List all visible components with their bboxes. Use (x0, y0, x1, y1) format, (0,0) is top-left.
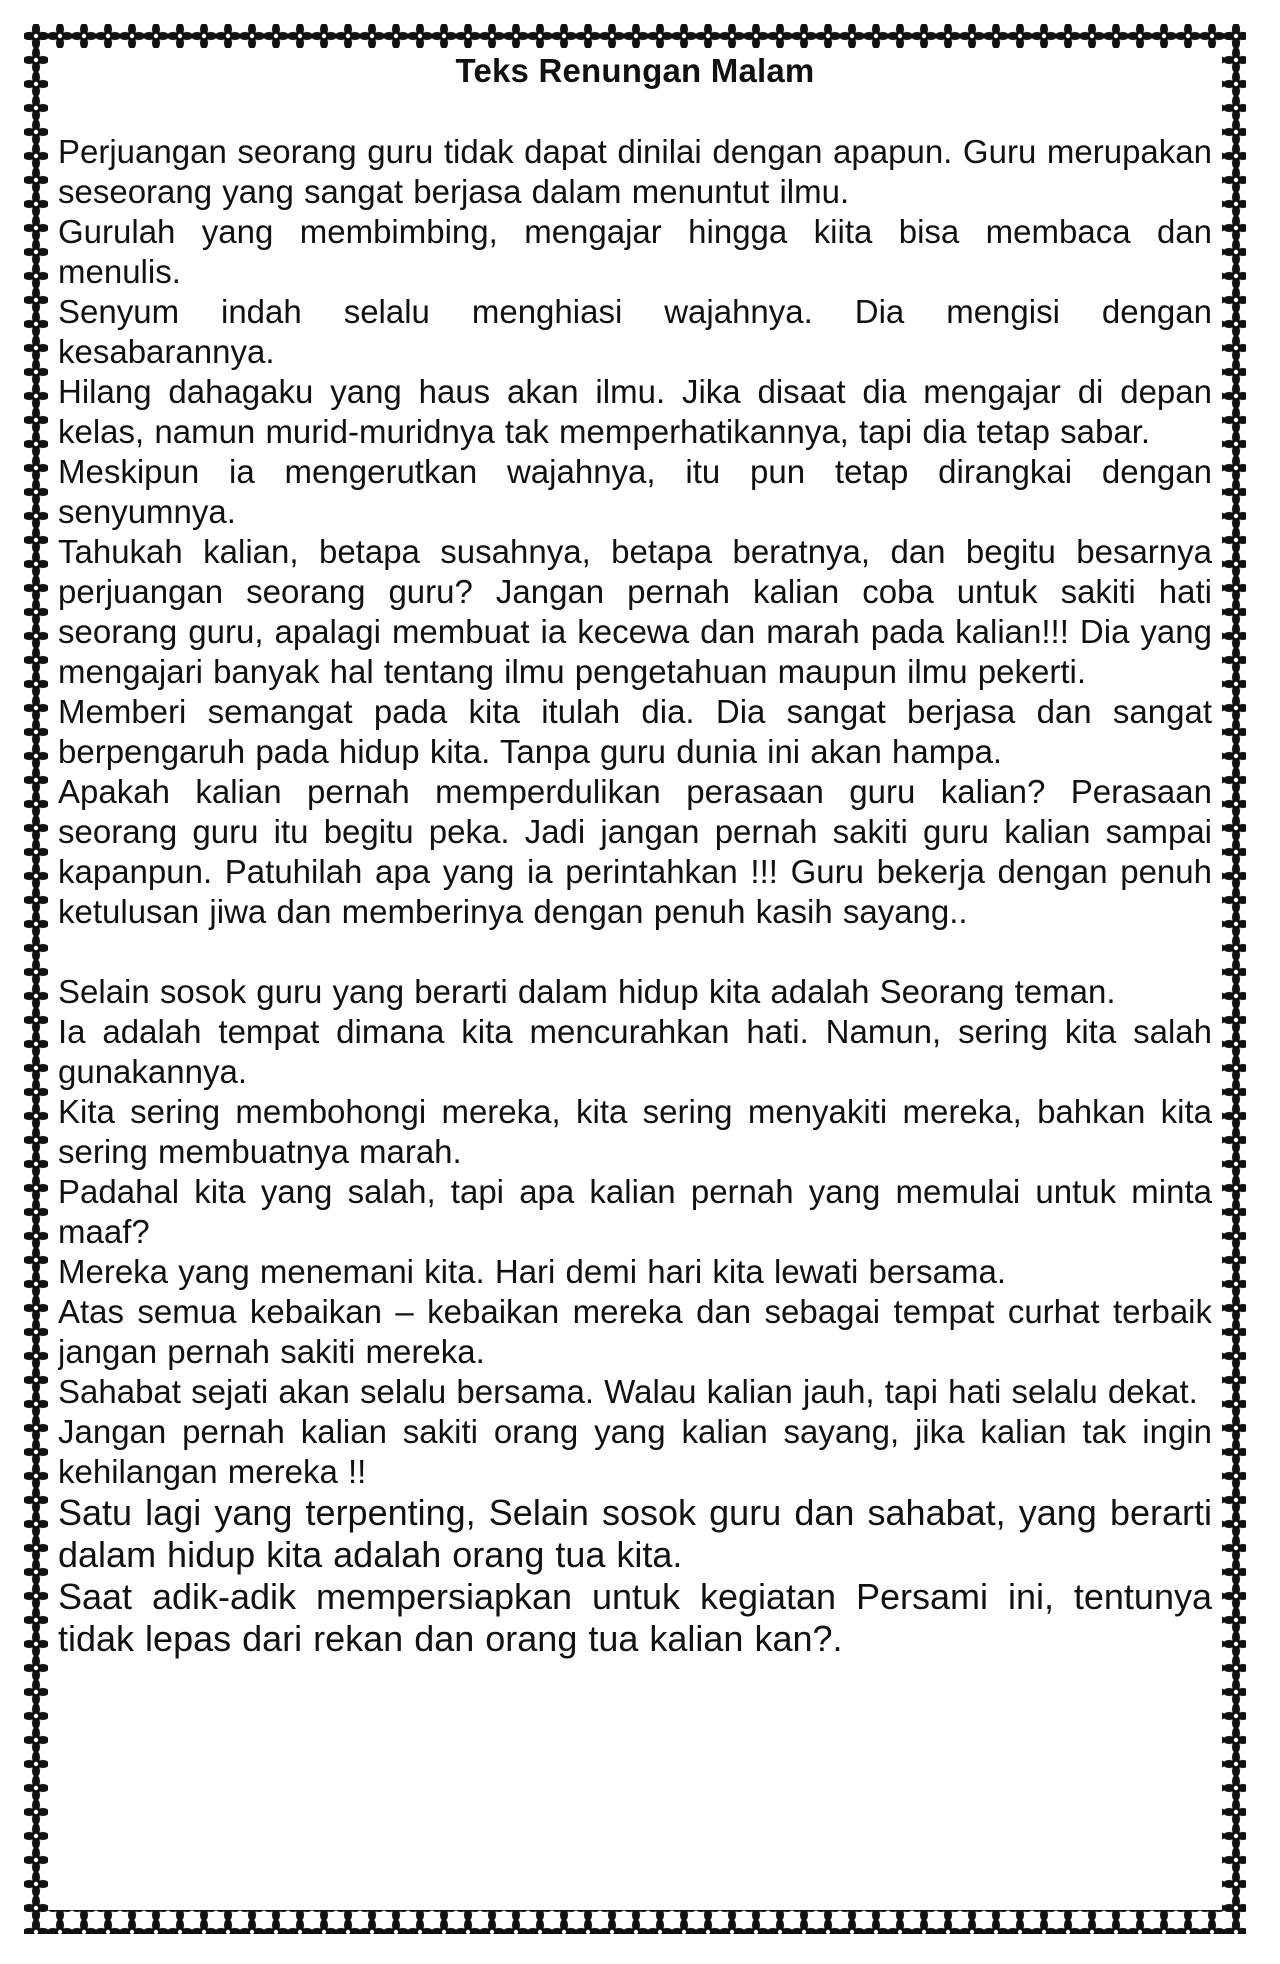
document-content (58, 52, 1212, 1904)
bordered-page (24, 24, 1246, 1934)
paragraph-2: Gurulah yang membimbing, mengajar hingga kiita bisa membaca dan menulis. (58, 212, 1212, 290)
paragraph-9: Selain sosok guru yang berarti dalam hidup kita adalah Seorang teman. (58, 972, 1116, 1010)
paragraph-4: Hilang dahagaku yang haus akan ilmu. Jika disaat dia mengajar di depan kelas, namun murid-muridnya tak memperhatikannya, tapi dia tetap sabar. (58, 372, 1212, 450)
paragraph-12: Padahal kita yang salah, tapi apa kalian pernah yang memulai untuk minta maaf? (58, 1172, 1212, 1250)
document-title: Teks Renungan Malam (455, 52, 815, 89)
paragraph-6: Tahukah kalian, betapa susahnya, betapa beratnya, dan begitu besarnya perjuangan seorang guru? Jangan pernah kalian coba untuk sakiti hati seorang guru, apalagi membuat ia kecewa dan marah pada kalian!!! Dia yang mengajari banyak hal tentang ilmu pengetahuan maupun ilmu pekerti. (58, 532, 1212, 690)
paragraph-13: Mereka yang menemani kita. Hari demi hari kita lewati bersama. (58, 1252, 1007, 1290)
paragraph-10: Ia adalah tempat dimana kita mencurahkan hati. Namun, sering kita salah gunakannya. (58, 1012, 1212, 1090)
bottom-border (24, 1910, 1246, 1934)
paragraph-18: Saat adik-adik mempersiapkan untuk kegiatan Persami ini, tentunya tidak lepas dari rekan dan orang tua kalian kan?. (58, 1575, 1212, 1659)
top-border (24, 24, 1246, 48)
paragraph-14: Atas semua kebaikan – kebaikan mereka dan sebagai tempat curhat terbaik jangan pernah sakiti mereka. (58, 1292, 1212, 1370)
left-border (24, 24, 48, 1934)
paragraph-17: Satu lagi yang terpenting, Selain sosok guru dan sahabat, yang berarti dalam hidup kita adalah orang tua kita. (58, 1491, 1212, 1575)
paragraph-15: Sahabat sejati akan selalu bersama. Walau kalian jauh, tapi hati selalu dekat. (58, 1372, 1198, 1410)
paragraph-16: Jangan pernah kalian sakiti orang yang kalian sayang, jika kalian tak ingin kehilangan mereka !! (58, 1412, 1212, 1490)
paragraph-7: Memberi semangat pada kita itulah dia. Dia sangat berjasa dan sangat berpengaruh pada hidup kita. Tanpa guru dunia ini akan hampa. (58, 692, 1212, 770)
paragraph-3: Senyum indah selalu menghiasi wajahnya. Dia mengisi dengan kesabarannya. (58, 292, 1212, 370)
paragraph-8: Apakah kalian pernah memperdulikan perasaan guru kalian? Perasaan seorang guru itu begitu peka. Jadi jangan pernah sakiti guru kalian sampai kapanpun. Patuhilah apa yang ia perintahkan !!! Guru bekerja dengan penuh ketulusan jiwa dan memberinya dengan penuh kasih sayang.. (58, 772, 1212, 930)
right-border (1222, 24, 1246, 1934)
paragraph-11: Kita sering membohongi mereka, kita sering menyakiti mereka, bahkan kita sering membuatnya marah. (58, 1092, 1212, 1170)
paragraph-1: Perjuangan seorang guru tidak dapat dinilai dengan apapun. Guru merupakan seseorang yang sangat berjasa dalam menuntut ilmu. (58, 132, 1212, 210)
paragraph-5: Meskipun ia mengerutkan wajahnya, itu pun tetap dirangkai dengan senyumnya. (58, 452, 1212, 530)
